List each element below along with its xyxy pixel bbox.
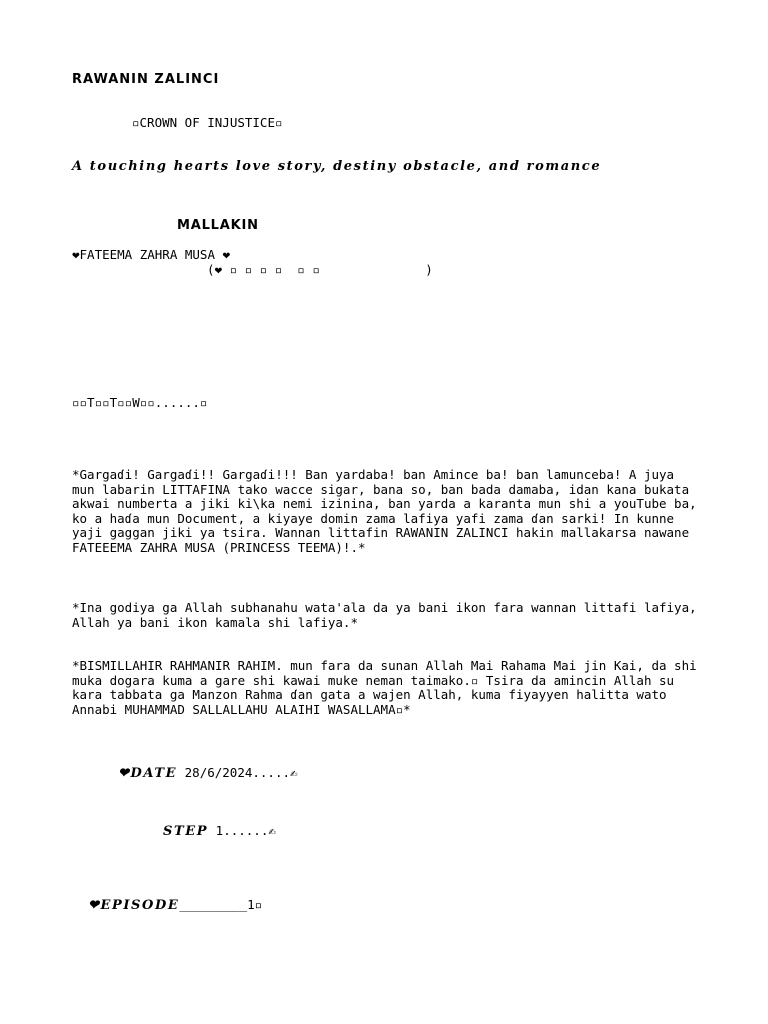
document-title: RAWANIN ZALINCI xyxy=(72,72,220,87)
bismillah-paragraph: *BISMILLAHIR RAHMANIR RAHIM. mun fara da sunan Allah Mai Rahama Mai jin Kai, da shi muka dogara kuma a gare shi kawai muke neman taimako.▫ Tsira da amincin Allah su kara tabbata ga Manzon Rahma ɗan gata a wajen Allah, kuma fiyayyen halitta wato Annabi MUHAMMAD SALLALLAHU ALAIHI WASALLAMA▫* xyxy=(72,658,697,717)
episode-value: _________1▫ xyxy=(179,897,263,912)
step-label: STEP xyxy=(163,824,209,839)
document-subtitle: ▫CROWN OF INJUSTICE▫ xyxy=(132,115,283,130)
document-tagline: A touching hearts love story, destiny obstacle, and romance xyxy=(72,159,602,174)
warning-paragraph: *Gargaɗi! Gargaɗi!! Gargaɗi!!! Ban yardaba! ban Amince ba! ban lamunceba! A juya mun labarin LITTAFINA tako wacce sigar, bana so, ban bada damaba, idan kana bukata akwai numberta a jiki ki\ka nemi izinina, ban yarda a karanta mun shi a youTube ba, ko a haɗa mun Document, a kiyaye domin zama lafiya yafi zama ɗan sarki! In kunne yaji gaggan jiki ya tsira. Wannan littafin RAWANIN ZALINCI hakin mallakarsa nawane FATEEEMA ZAHRA MUSA (PRINCESS TEEMA)!.* xyxy=(72,467,697,555)
episode-line xyxy=(72,878,262,932)
date-label: ❤DATE xyxy=(118,766,178,781)
team-line: ▫▫T▫▫T▫▫W▫▫......▫ xyxy=(72,395,208,410)
author-heading: MALLAKIN xyxy=(177,218,259,233)
author-handle: (❤ ▫ ▫ ▫ ▫ ▫ ▫ ) xyxy=(207,262,433,277)
gratitude-paragraph: *Ina godiya ga Allah subhanahu wata'ala da ya bani ikon fara wannan littafi lafiya, Allah ya bani ikon kamala shi lafiya.* xyxy=(72,600,697,630)
author-name: ❤FATEEMA ZAHRA MUSA ❤ xyxy=(72,247,231,262)
date-line xyxy=(102,746,298,800)
date-value: 28/6/2024.....✍ xyxy=(177,765,298,780)
step-value: 1......✍ xyxy=(208,823,276,838)
episode-label: ❤EPISODE xyxy=(88,898,180,913)
step-line xyxy=(147,804,276,858)
